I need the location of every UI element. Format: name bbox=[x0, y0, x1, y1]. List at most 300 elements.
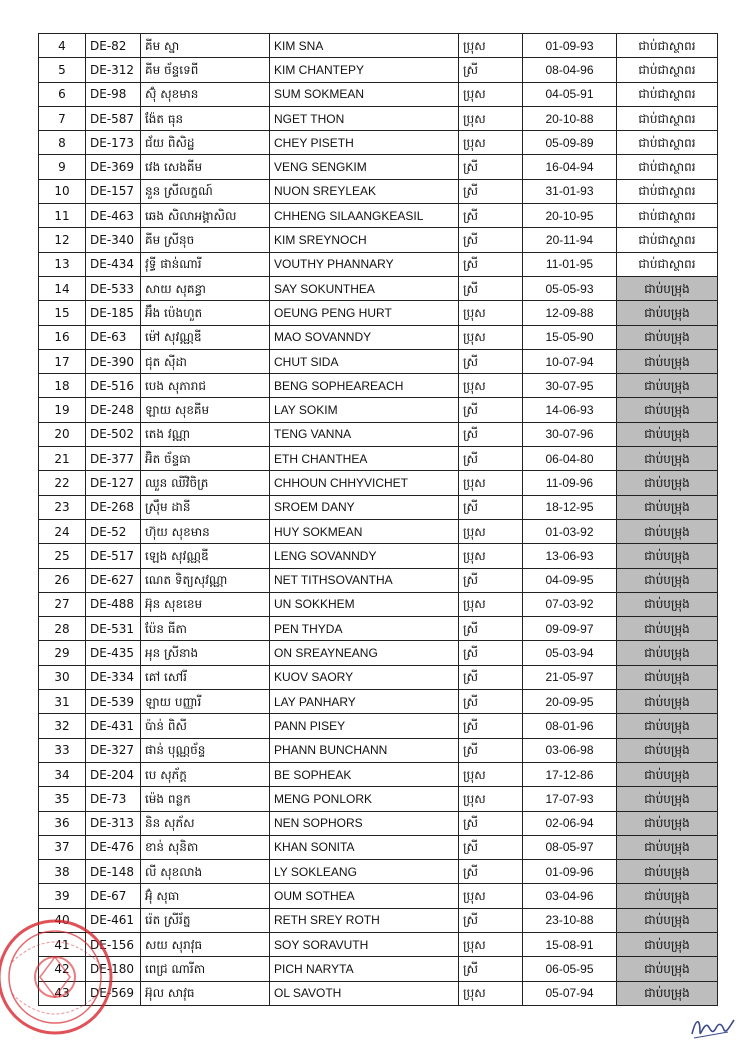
khmer-name: ខាន់ សុនិតា bbox=[141, 835, 270, 859]
gender: ប្រុស bbox=[459, 932, 523, 956]
row-number: 21 bbox=[39, 447, 86, 471]
latin-name: LENG SOVANNDY bbox=[270, 544, 459, 568]
latin-name: SOY SORAVUTH bbox=[270, 932, 459, 956]
row-number: 35 bbox=[39, 787, 86, 811]
table-row bbox=[39, 592, 718, 616]
table-row bbox=[39, 665, 718, 689]
candidate-id: DE-312 bbox=[86, 58, 141, 82]
candidate-id: DE-390 bbox=[86, 349, 141, 373]
gender: ប្រុស bbox=[459, 131, 523, 155]
gender: ស្រី bbox=[459, 276, 523, 300]
candidate-id: DE-377 bbox=[86, 447, 141, 471]
date-of-birth: 04-09-95 bbox=[523, 568, 617, 592]
candidate-id: DE-461 bbox=[86, 908, 141, 932]
table-row bbox=[39, 301, 718, 325]
latin-name: CHEY PISETH bbox=[270, 131, 459, 155]
row-number: 14 bbox=[39, 276, 86, 300]
row-number: 7 bbox=[39, 106, 86, 130]
candidate-id: DE-248 bbox=[86, 398, 141, 422]
result-status: ជាប់បម្រុង bbox=[617, 276, 718, 300]
row-number: 37 bbox=[39, 835, 86, 859]
row-number: 42 bbox=[39, 957, 86, 981]
date-of-birth: 20-10-95 bbox=[523, 204, 617, 228]
gender: ប្រុស bbox=[459, 519, 523, 543]
table-row bbox=[39, 908, 718, 932]
khmer-name: វេង សេងគីម bbox=[141, 155, 270, 179]
latin-name: PEN THYDA bbox=[270, 617, 459, 641]
date-of-birth: 01-03-92 bbox=[523, 519, 617, 543]
date-of-birth: 15-08-91 bbox=[523, 932, 617, 956]
table-row bbox=[39, 228, 718, 252]
gender: ស្រី bbox=[459, 204, 523, 228]
khmer-name: ស៊ុំ សុខមាន bbox=[141, 82, 270, 106]
khmer-name: គីម ស្នា bbox=[141, 34, 270, 58]
table-row bbox=[39, 204, 718, 228]
candidate-id: DE-63 bbox=[86, 325, 141, 349]
result-status: ជាប់បម្រុង bbox=[617, 398, 718, 422]
candidate-id: DE-73 bbox=[86, 787, 141, 811]
gender: ប្រុស bbox=[459, 374, 523, 398]
gender: ប្រុស bbox=[459, 82, 523, 106]
latin-name: KIM SREYNOCH bbox=[270, 228, 459, 252]
gender: ប្រុស bbox=[459, 981, 523, 1005]
row-number: 39 bbox=[39, 884, 86, 908]
result-status: ជាប់បម្រុង bbox=[617, 762, 718, 786]
latin-name: NGET THON bbox=[270, 106, 459, 130]
latin-name: PICH NARYTA bbox=[270, 957, 459, 981]
latin-name: BE SOPHEAK bbox=[270, 762, 459, 786]
candidate-id: DE-327 bbox=[86, 738, 141, 762]
date-of-birth: 06-05-95 bbox=[523, 957, 617, 981]
date-of-birth: 17-07-93 bbox=[523, 787, 617, 811]
row-number: 16 bbox=[39, 325, 86, 349]
khmer-name: ឡាយ បញ្ញារី bbox=[141, 690, 270, 714]
row-number: 31 bbox=[39, 690, 86, 714]
table-row bbox=[39, 252, 718, 276]
gender: ប្រុស bbox=[459, 592, 523, 616]
date-of-birth: 16-04-94 bbox=[523, 155, 617, 179]
khmer-name: បេ សុភ័ក្ត bbox=[141, 762, 270, 786]
date-of-birth: 11-09-96 bbox=[523, 471, 617, 495]
result-status: ជាប់ជាស្ថាពរ bbox=[617, 58, 718, 82]
table-row bbox=[39, 179, 718, 203]
table-row bbox=[39, 617, 718, 641]
latin-name: PHANN BUNCHANN bbox=[270, 738, 459, 762]
latin-name: CHHOUN CHHYVICHET bbox=[270, 471, 459, 495]
latin-name: SUM SOKMEAN bbox=[270, 82, 459, 106]
table-row bbox=[39, 690, 718, 714]
table-row bbox=[39, 981, 718, 1005]
date-of-birth: 17-12-86 bbox=[523, 762, 617, 786]
row-number: 23 bbox=[39, 495, 86, 519]
row-number: 41 bbox=[39, 932, 86, 956]
result-status: ជាប់ជាស្ថាពរ bbox=[617, 155, 718, 179]
table-row bbox=[39, 34, 718, 58]
table-row bbox=[39, 714, 718, 738]
gender: ស្រី bbox=[459, 228, 523, 252]
row-number: 33 bbox=[39, 738, 86, 762]
row-number: 19 bbox=[39, 398, 86, 422]
candidate-id: DE-517 bbox=[86, 544, 141, 568]
gender: ស្រី bbox=[459, 422, 523, 446]
date-of-birth: 07-03-92 bbox=[523, 592, 617, 616]
candidate-id: DE-52 bbox=[86, 519, 141, 543]
gender: ប្រុស bbox=[459, 106, 523, 130]
date-of-birth: 20-10-88 bbox=[523, 106, 617, 130]
row-number: 27 bbox=[39, 592, 86, 616]
row-number: 9 bbox=[39, 155, 86, 179]
row-number: 28 bbox=[39, 617, 86, 641]
candidate-id: DE-627 bbox=[86, 568, 141, 592]
result-status: ជាប់បម្រុង bbox=[617, 349, 718, 373]
latin-name: KUOV SAORY bbox=[270, 665, 459, 689]
table-row bbox=[39, 155, 718, 179]
result-status: ជាប់បម្រុង bbox=[617, 568, 718, 592]
khmer-name: អ៊ុន សុខខេម bbox=[141, 592, 270, 616]
row-number: 24 bbox=[39, 519, 86, 543]
khmer-name: ឡេង សុវណ្ណឌី bbox=[141, 544, 270, 568]
table-row bbox=[39, 374, 718, 398]
date-of-birth: 12-09-88 bbox=[523, 301, 617, 325]
row-number: 40 bbox=[39, 908, 86, 932]
khmer-name: គៅ សៅរី bbox=[141, 665, 270, 689]
latin-name: KIM SNA bbox=[270, 34, 459, 58]
gender: ស្រី bbox=[459, 665, 523, 689]
date-of-birth: 01-09-96 bbox=[523, 860, 617, 884]
date-of-birth: 13-06-93 bbox=[523, 544, 617, 568]
latin-name: MENG PONLORK bbox=[270, 787, 459, 811]
result-status: ជាប់ជាស្ថាពរ bbox=[617, 252, 718, 276]
gender: ស្រី bbox=[459, 447, 523, 471]
result-status: ជាប់បម្រុង bbox=[617, 835, 718, 859]
date-of-birth: 08-05-97 bbox=[523, 835, 617, 859]
candidate-id: DE-463 bbox=[86, 204, 141, 228]
row-number: 29 bbox=[39, 641, 86, 665]
row-number: 18 bbox=[39, 374, 86, 398]
candidate-id: DE-435 bbox=[86, 641, 141, 665]
result-status: ជាប់ជាស្ថាពរ bbox=[617, 131, 718, 155]
khmer-name: អុន ស្រីនាង bbox=[141, 641, 270, 665]
table-row bbox=[39, 738, 718, 762]
table-row bbox=[39, 106, 718, 130]
date-of-birth: 06-04-80 bbox=[523, 447, 617, 471]
gender: ប្រុស bbox=[459, 325, 523, 349]
latin-name: NEN SOPHORS bbox=[270, 811, 459, 835]
date-of-birth: 18-12-95 bbox=[523, 495, 617, 519]
candidate-id: DE-569 bbox=[86, 981, 141, 1005]
table-row bbox=[39, 860, 718, 884]
row-number: 20 bbox=[39, 422, 86, 446]
date-of-birth: 14-06-93 bbox=[523, 398, 617, 422]
result-status: ជាប់ជាស្ថាពរ bbox=[617, 228, 718, 252]
table-row bbox=[39, 495, 718, 519]
gender: ស្រី bbox=[459, 495, 523, 519]
latin-name: LAY SOKIM bbox=[270, 398, 459, 422]
khmer-name: ម៉េង ពន្លក bbox=[141, 787, 270, 811]
date-of-birth: 02-06-94 bbox=[523, 811, 617, 835]
candidate-id: DE-204 bbox=[86, 762, 141, 786]
gender: ស្រី bbox=[459, 398, 523, 422]
result-status: ជាប់បម្រុង bbox=[617, 471, 718, 495]
gender: ស្រី bbox=[459, 835, 523, 859]
latin-name: CHUT SIDA bbox=[270, 349, 459, 373]
khmer-name: ហ៊ុយ សុខមាន bbox=[141, 519, 270, 543]
candidate-id: DE-67 bbox=[86, 884, 141, 908]
candidate-id: DE-180 bbox=[86, 957, 141, 981]
row-number: 13 bbox=[39, 252, 86, 276]
khmer-name: ប៉ាន់ ពិសី bbox=[141, 714, 270, 738]
date-of-birth: 15-05-90 bbox=[523, 325, 617, 349]
latin-name: OL SAVOTH bbox=[270, 981, 459, 1005]
gender: ស្រី bbox=[459, 908, 523, 932]
table-row bbox=[39, 276, 718, 300]
candidate-id: DE-157 bbox=[86, 179, 141, 203]
date-of-birth: 23-10-88 bbox=[523, 908, 617, 932]
row-number: 15 bbox=[39, 301, 86, 325]
khmer-name: អ៊ុំ សុធា bbox=[141, 884, 270, 908]
date-of-birth: 30-07-96 bbox=[523, 422, 617, 446]
candidate-id: DE-369 bbox=[86, 155, 141, 179]
result-status: ជាប់បម្រុង bbox=[617, 495, 718, 519]
result-status: ជាប់បម្រុង bbox=[617, 325, 718, 349]
khmer-name: គីម ស្រីនុច bbox=[141, 228, 270, 252]
candidate-id: DE-82 bbox=[86, 34, 141, 58]
date-of-birth: 21-05-97 bbox=[523, 665, 617, 689]
latin-name: SAY SOKUNTHEA bbox=[270, 276, 459, 300]
table-row bbox=[39, 762, 718, 786]
khmer-name: ប៉ែន ធីតា bbox=[141, 617, 270, 641]
date-of-birth: 11-01-95 bbox=[523, 252, 617, 276]
candidate-id: DE-185 bbox=[86, 301, 141, 325]
result-status: ជាប់បម្រុង bbox=[617, 932, 718, 956]
khmer-name: អ៊ឹង ប៉េងហួត bbox=[141, 301, 270, 325]
khmer-name: គីម ច័ន្ទទេពី bbox=[141, 58, 270, 82]
khmer-name: សាយ សុគន្ធា bbox=[141, 276, 270, 300]
date-of-birth: 08-01-96 bbox=[523, 714, 617, 738]
result-status: ជាប់បម្រុង bbox=[617, 374, 718, 398]
latin-name: OUM SOTHEA bbox=[270, 884, 459, 908]
table-row bbox=[39, 422, 718, 446]
table-row bbox=[39, 519, 718, 543]
gender: ប្រុស bbox=[459, 471, 523, 495]
table-row bbox=[39, 325, 718, 349]
gender: ស្រី bbox=[459, 641, 523, 665]
latin-name: MAO SOVANNDY bbox=[270, 325, 459, 349]
table-row bbox=[39, 447, 718, 471]
candidate-id: DE-539 bbox=[86, 690, 141, 714]
gender: ស្រី bbox=[459, 617, 523, 641]
signature-icon bbox=[688, 1012, 736, 1042]
gender: ប្រុស bbox=[459, 301, 523, 325]
date-of-birth: 09-09-97 bbox=[523, 617, 617, 641]
date-of-birth: 20-11-94 bbox=[523, 228, 617, 252]
row-number: 22 bbox=[39, 471, 86, 495]
gender: ប្រុស bbox=[459, 544, 523, 568]
khmer-name: អ៊ិត ច័ន្ទធា bbox=[141, 447, 270, 471]
table-row bbox=[39, 641, 718, 665]
result-status: ជាប់បម្រុង bbox=[617, 811, 718, 835]
khmer-name: ជ័យ ពិសិដ្ឋ bbox=[141, 131, 270, 155]
row-number: 43 bbox=[39, 981, 86, 1005]
official-seal-icon bbox=[0, 902, 140, 1042]
result-status: ជាប់បម្រុង bbox=[617, 738, 718, 762]
row-number: 12 bbox=[39, 228, 86, 252]
latin-name: NUON SREYLEAK bbox=[270, 179, 459, 203]
gender: ប្រុស bbox=[459, 762, 523, 786]
khmer-name: នួន ស្រីលក្ខណ៍ bbox=[141, 179, 270, 203]
candidate-id: DE-148 bbox=[86, 860, 141, 884]
row-number: 5 bbox=[39, 58, 86, 82]
gender: ប្រុស bbox=[459, 787, 523, 811]
khmer-name: វុទ្ធី ផាន់ណារី bbox=[141, 252, 270, 276]
candidate-id: DE-488 bbox=[86, 592, 141, 616]
khmer-name: ឡាយ សុខគីម bbox=[141, 398, 270, 422]
khmer-name: ង៉ែត ធុន bbox=[141, 106, 270, 130]
latin-name: NET TITHSOVANTHA bbox=[270, 568, 459, 592]
date-of-birth: 08-04-96 bbox=[523, 58, 617, 82]
khmer-name: ឈួន ឈីវិចិត្រ bbox=[141, 471, 270, 495]
table-row bbox=[39, 811, 718, 835]
candidate-id: DE-127 bbox=[86, 471, 141, 495]
table-row bbox=[39, 131, 718, 155]
gender: ស្រី bbox=[459, 714, 523, 738]
row-number: 36 bbox=[39, 811, 86, 835]
gender: ប្រុស bbox=[459, 34, 523, 58]
row-number: 30 bbox=[39, 665, 86, 689]
date-of-birth: 31-01-93 bbox=[523, 179, 617, 203]
candidate-id: DE-98 bbox=[86, 82, 141, 106]
latin-name: VOUTHY PHANNARY bbox=[270, 252, 459, 276]
row-number: 38 bbox=[39, 860, 86, 884]
candidate-id: DE-156 bbox=[86, 932, 141, 956]
results-table bbox=[38, 33, 718, 1006]
gender: ស្រី bbox=[459, 738, 523, 762]
result-status: ជាប់ជាស្ថាពរ bbox=[617, 106, 718, 130]
candidate-id: DE-533 bbox=[86, 276, 141, 300]
row-number: 11 bbox=[39, 204, 86, 228]
khmer-name: និន សុភ័ស bbox=[141, 811, 270, 835]
result-status: ជាប់បម្រុង bbox=[617, 787, 718, 811]
khmer-name: បេង សុភារាជ bbox=[141, 374, 270, 398]
latin-name: OEUNG PENG HURT bbox=[270, 301, 459, 325]
row-number: 34 bbox=[39, 762, 86, 786]
khmer-name: ជុត ស៊ីដា bbox=[141, 349, 270, 373]
candidate-id: DE-502 bbox=[86, 422, 141, 446]
candidate-id: DE-334 bbox=[86, 665, 141, 689]
date-of-birth: 30-07-95 bbox=[523, 374, 617, 398]
khmer-name: រ៉េត ស្រីរ័ត្ន bbox=[141, 908, 270, 932]
result-status: ជាប់បម្រុង bbox=[617, 422, 718, 446]
row-number: 17 bbox=[39, 349, 86, 373]
khmer-name: ផាន់ បុណ្ណច័ន្ទ bbox=[141, 738, 270, 762]
result-status: ជាប់ជាស្ថាពរ bbox=[617, 179, 718, 203]
result-status: ជាប់បម្រុង bbox=[617, 519, 718, 543]
table-row bbox=[39, 932, 718, 956]
table-row bbox=[39, 471, 718, 495]
khmer-name: ស្រ៊ឹម ដានី bbox=[141, 495, 270, 519]
latin-name: BENG SOPHEAREACH bbox=[270, 374, 459, 398]
table-row bbox=[39, 568, 718, 592]
candidate-id: DE-313 bbox=[86, 811, 141, 835]
result-status: ជាប់បម្រុង bbox=[617, 957, 718, 981]
latin-name: LY SOKLEANG bbox=[270, 860, 459, 884]
date-of-birth: 05-07-94 bbox=[523, 981, 617, 1005]
date-of-birth: 10-07-94 bbox=[523, 349, 617, 373]
date-of-birth: 05-05-93 bbox=[523, 276, 617, 300]
row-number: 32 bbox=[39, 714, 86, 738]
candidate-id: DE-587 bbox=[86, 106, 141, 130]
result-status: ជាប់បម្រុង bbox=[617, 714, 718, 738]
result-status: ជាប់បម្រុង bbox=[617, 544, 718, 568]
latin-name: UN SOKKHEM bbox=[270, 592, 459, 616]
date-of-birth: 20-09-95 bbox=[523, 690, 617, 714]
gender: ស្រី bbox=[459, 179, 523, 203]
result-status: ជាប់បម្រុង bbox=[617, 860, 718, 884]
candidate-id: DE-476 bbox=[86, 835, 141, 859]
candidate-id: DE-516 bbox=[86, 374, 141, 398]
latin-name: CHHENG SILAANGKEASIL bbox=[270, 204, 459, 228]
date-of-birth: 03-04-96 bbox=[523, 884, 617, 908]
table-row bbox=[39, 787, 718, 811]
latin-name: PANN PISEY bbox=[270, 714, 459, 738]
latin-name: RETH SREY ROTH bbox=[270, 908, 459, 932]
result-status: ជាប់បម្រុង bbox=[617, 665, 718, 689]
table-row bbox=[39, 349, 718, 373]
latin-name: ETH CHANTHEA bbox=[270, 447, 459, 471]
result-status: ជាប់បម្រុង bbox=[617, 617, 718, 641]
date-of-birth: 03-06-98 bbox=[523, 738, 617, 762]
result-status: ជាប់បម្រុង bbox=[617, 641, 718, 665]
date-of-birth: 04-05-91 bbox=[523, 82, 617, 106]
table-row bbox=[39, 957, 718, 981]
date-of-birth: 05-03-94 bbox=[523, 641, 617, 665]
gender: ស្រី bbox=[459, 252, 523, 276]
table-row bbox=[39, 82, 718, 106]
date-of-birth: 05-09-89 bbox=[523, 131, 617, 155]
khmer-name: សយ សុរាវុធ bbox=[141, 932, 270, 956]
date-of-birth: 01-09-93 bbox=[523, 34, 617, 58]
table-row bbox=[39, 398, 718, 422]
row-number: 4 bbox=[39, 34, 86, 58]
result-status: ជាប់បម្រុង bbox=[617, 884, 718, 908]
result-status: ជាប់បម្រុង bbox=[617, 301, 718, 325]
results-table-body bbox=[39, 34, 718, 1006]
result-status: ជាប់បម្រុង bbox=[617, 981, 718, 1005]
khmer-name: ពេជ្រ ណារីតា bbox=[141, 957, 270, 981]
result-status: ជាប់បម្រុង bbox=[617, 447, 718, 471]
gender: ស្រី bbox=[459, 58, 523, 82]
gender: ស្រី bbox=[459, 155, 523, 179]
table-row bbox=[39, 835, 718, 859]
row-number: 10 bbox=[39, 179, 86, 203]
latin-name: TENG VANNA bbox=[270, 422, 459, 446]
candidate-id: DE-431 bbox=[86, 714, 141, 738]
result-status: ជាប់បម្រុង bbox=[617, 592, 718, 616]
gender: ស្រី bbox=[459, 690, 523, 714]
candidate-id: DE-434 bbox=[86, 252, 141, 276]
latin-name: KIM CHANTEPY bbox=[270, 58, 459, 82]
table-row bbox=[39, 58, 718, 82]
result-status: ជាប់ជាស្ថាពរ bbox=[617, 204, 718, 228]
candidate-id: DE-531 bbox=[86, 617, 141, 641]
result-status: ជាប់បម្រុង bbox=[617, 908, 718, 932]
latin-name: SROEM DANY bbox=[270, 495, 459, 519]
khmer-name: អ៊ុល សាវុធ bbox=[141, 981, 270, 1005]
latin-name: LAY PANHARY bbox=[270, 690, 459, 714]
khmer-name: ឆេង សិលាអង្គាសិល bbox=[141, 204, 270, 228]
gender: ស្រី bbox=[459, 957, 523, 981]
khmer-name: តេង វណ្ណា bbox=[141, 422, 270, 446]
